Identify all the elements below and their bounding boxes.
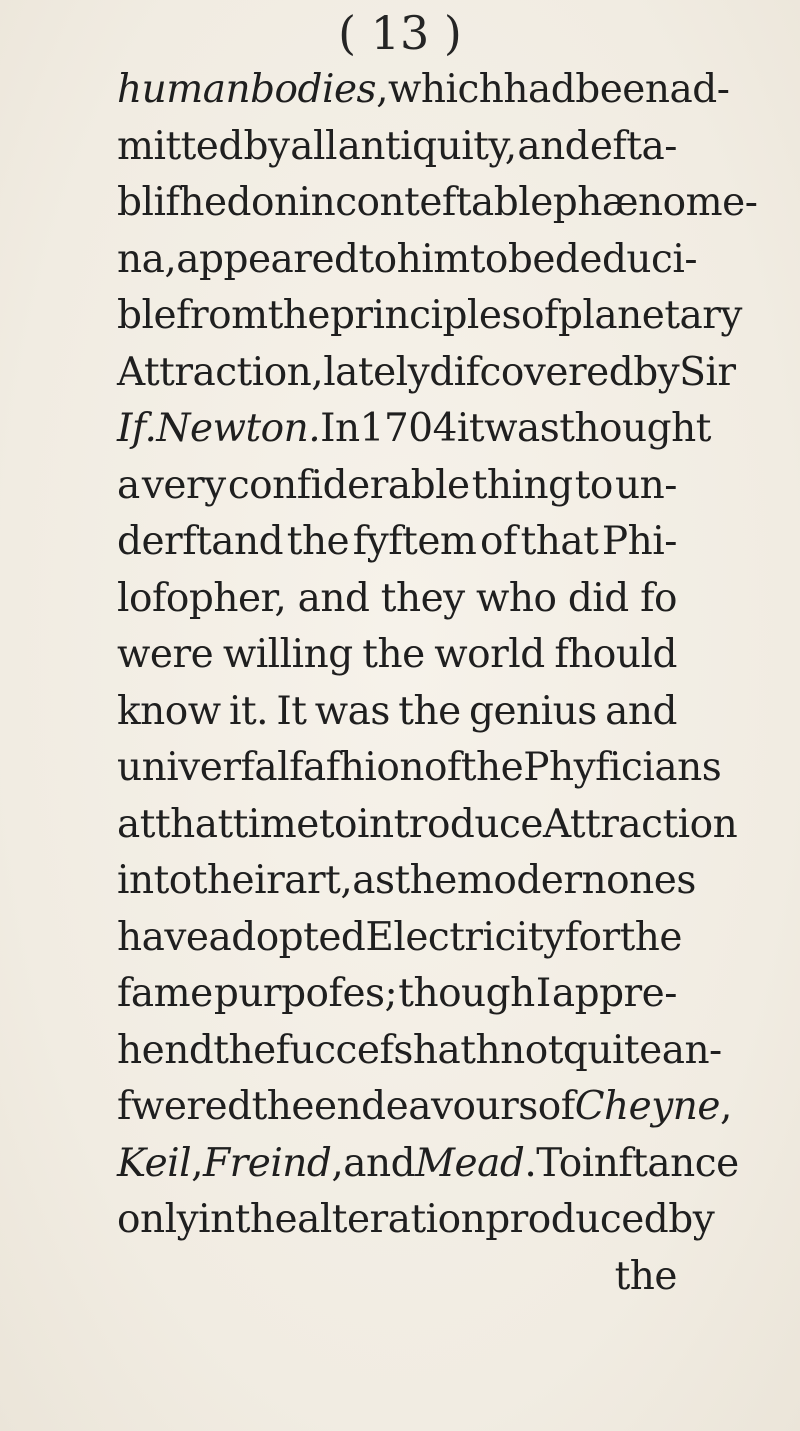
word [615,458,677,515]
roman-text: a [117,462,140,508]
roman-text: in [198,1197,235,1242]
word [469,684,597,741]
word [543,797,737,854]
word [521,288,558,345]
word [352,853,394,910]
text-line [117,1136,739,1193]
word [602,514,677,571]
roman-text: were [117,632,214,677]
text-line [117,514,677,571]
roman-text: thought [559,406,711,451]
word [117,288,176,345]
roman-text: him [396,236,470,282]
roman-text: endeavours [313,1084,538,1129]
roman-text: the [286,519,350,564]
text-line [117,288,742,345]
roman-text: thing [471,462,573,508]
roman-text: the [213,1027,276,1073]
word [662,1023,722,1080]
roman-text: lofopher, [117,575,287,621]
word [117,571,286,628]
word [338,119,517,176]
word [575,1079,732,1136]
word [424,740,461,797]
word [203,1136,343,1193]
roman-text: confiderable [227,462,470,508]
word [314,1079,538,1136]
italic-text: Newton. [156,406,321,451]
roman-text: of [537,1084,575,1129]
word [553,175,758,232]
roman-text: inftance [581,1140,739,1186]
italic-text: human [117,67,251,112]
word [365,910,564,967]
word [117,853,192,910]
word [176,288,268,345]
text-line [117,232,698,289]
word [536,966,551,1023]
word [117,401,156,458]
roman-text: by [633,349,680,395]
word [429,345,633,402]
roman-text: did [567,575,629,621]
word [233,797,319,854]
roman-text: inconteftable [298,180,553,225]
word [485,1192,668,1249]
text-line [117,119,677,176]
roman-text: the [251,1084,314,1129]
word [353,514,477,571]
roman-text: Attraction [542,801,738,847]
roman-text: fo [640,575,677,621]
roman-text: to [469,236,508,282]
roman-text: phænome- [552,180,758,225]
word [117,345,323,402]
word [582,1136,739,1193]
roman-text: and [605,688,677,734]
word [117,1079,252,1136]
word [208,910,365,967]
word [228,458,470,515]
roman-text: of [480,519,517,564]
text-line [117,853,696,910]
roman-text: to [358,236,397,282]
word [330,288,521,345]
roman-text: they [380,575,465,621]
word [538,1079,575,1136]
roman-text: , [191,1140,204,1186]
roman-text: who [476,575,557,621]
roman-text: purpofes; [213,971,398,1016]
word [357,797,543,854]
roman-text: into [117,858,192,903]
word [252,1079,314,1136]
word [117,119,243,176]
roman-text: that [154,801,233,847]
word [413,1023,500,1080]
roman-text: world [434,632,545,677]
word [503,62,575,119]
roman-text: have [117,914,209,960]
roman-text: Electricity [365,914,565,960]
italic-text: If. [117,406,157,451]
word [117,1136,203,1193]
roman-text: fafhion [289,745,424,790]
word [117,684,221,741]
word [117,1023,213,1080]
text-line [117,1023,722,1080]
roman-text: and [517,123,590,169]
word [397,232,470,289]
word [362,627,424,684]
word [117,62,250,119]
roman-text: univerfal [117,745,290,790]
roman-text: had [503,67,576,112]
roman-text: very [141,462,226,508]
word [251,175,299,232]
word [605,684,677,741]
word [590,119,677,176]
roman-text: all [290,123,337,169]
word [297,1192,485,1249]
roman-text: Phi- [601,519,677,564]
word [476,571,556,628]
italic-text: Cheyne [574,1084,720,1129]
roman-text: blifhed [117,180,252,225]
word [679,345,735,402]
roman-text: and [343,1140,416,1186]
roman-text: it [456,406,485,451]
text-line [117,62,730,119]
roman-text: na, [117,236,177,282]
roman-text: adopted [208,914,366,960]
word [244,119,290,176]
word [633,345,679,402]
text-line [117,740,722,797]
word [521,514,599,571]
word [575,62,669,119]
roman-text: time [232,801,319,847]
roman-text: fuccefs [275,1027,413,1073]
roman-text: which [387,67,504,112]
roman-text: appeared [176,236,359,282]
word [565,910,620,967]
word [213,1023,275,1080]
word [117,910,208,967]
word [457,853,606,910]
word [394,853,456,910]
roman-text: antiquity, [337,123,517,169]
roman-text: deduci- [554,236,698,282]
word [500,1023,563,1080]
word [214,966,397,1023]
word [398,684,460,741]
word [268,288,330,345]
italic-text: bodies [250,67,377,112]
word [320,401,360,458]
word [319,797,357,854]
italic-text: Keil [117,1140,192,1186]
roman-text: was [314,688,390,734]
roman-text: been [575,67,670,112]
word [298,571,370,628]
roman-text: know [117,688,221,734]
roman-text: derftand [117,519,284,564]
text-line [117,1249,677,1306]
word [668,1192,714,1249]
word [223,627,353,684]
word [606,853,696,910]
roman-text: on [251,180,299,225]
roman-text: fame [117,971,213,1016]
page-number: ( 13 ) [338,6,462,60]
roman-text: appre- [551,971,677,1016]
roman-text: introduce [357,801,543,847]
word [415,1136,536,1193]
text-line [117,627,677,684]
roman-text: Attraction, [117,349,324,395]
roman-text: the [460,745,524,790]
roman-text: the [267,293,330,338]
roman-text: I [535,971,551,1016]
roman-text: ble [117,293,177,338]
word [554,627,677,684]
word [388,62,503,119]
word [117,175,251,232]
roman-text: art, [284,858,353,903]
roman-text: quite [562,1027,662,1073]
word [563,1023,662,1080]
word [523,740,721,797]
word [250,62,388,119]
text-line [117,401,711,458]
roman-text: . [524,1140,537,1186]
roman-text: fhould [554,632,677,677]
roman-text: Sir [679,349,736,395]
word [299,175,553,232]
roman-text: willing [222,632,353,677]
roman-text: It [276,688,307,734]
text-line [117,684,677,741]
roman-text: fyftem [352,519,477,564]
roman-text: not [500,1027,563,1073]
roman-text: it. [228,688,269,734]
word [558,288,742,345]
word [315,684,390,741]
word [360,401,457,458]
roman-text: difcovered [429,349,634,395]
roman-text: the [362,632,425,677]
roman-text: lately [323,349,430,395]
roman-text: though [398,971,535,1016]
word [508,232,555,289]
word [472,458,573,515]
word [284,853,352,910]
roman-text: alteration [297,1197,486,1242]
word [117,232,176,289]
roman-text: be [507,236,555,282]
roman-text: 1704 [359,406,457,451]
word [176,232,358,289]
italic-text: Mead [415,1140,525,1186]
word [229,684,268,741]
roman-text: planetary [557,293,742,338]
text-line [117,175,758,232]
word [480,514,517,571]
word [575,458,613,515]
roman-text: the [398,688,461,734]
word [117,514,283,571]
roman-text: In [320,406,360,451]
word [117,1192,198,1249]
roman-text: , [719,1084,732,1129]
roman-text: of [423,745,461,790]
word [615,1249,677,1306]
roman-text: , [376,67,388,112]
word [343,1136,415,1193]
word [620,910,682,967]
roman-text: genius [469,688,597,734]
word [381,571,465,628]
word [290,119,337,176]
word [536,1136,581,1193]
roman-text: to [574,462,613,508]
word [235,1192,297,1249]
roman-text: at [117,801,155,847]
roman-text: only [117,1197,199,1242]
roman-text: fwered [117,1084,252,1129]
word [142,458,226,515]
word [117,966,213,1023]
word [457,401,484,458]
text-line [117,1079,732,1136]
word [434,627,544,684]
word [555,232,697,289]
word [198,1192,235,1249]
word [289,740,424,797]
roman-text: hend [117,1027,214,1073]
word [323,345,429,402]
roman-text: by [243,123,290,169]
roman-text: ones [606,858,696,903]
roman-text: the [614,1253,677,1299]
word [398,966,534,1023]
roman-text: was [484,406,560,451]
word [670,62,730,119]
word [461,740,523,797]
roman-text: produced [485,1197,669,1242]
word [559,401,711,458]
word [117,797,155,854]
word [156,401,320,458]
text-line [117,458,677,515]
roman-text: modern [456,858,607,903]
roman-text: ad- [669,67,730,112]
word [358,232,396,289]
roman-text: for [564,914,620,960]
word [552,966,677,1023]
roman-text: mitted [117,123,243,169]
roman-text: to [318,801,358,847]
roman-text: an- [661,1027,722,1073]
roman-text: the [234,1197,298,1242]
word [117,627,213,684]
word [470,232,508,289]
roman-text: from [176,293,268,338]
word [276,1023,413,1080]
word [192,853,285,910]
roman-text: hath [412,1027,501,1073]
roman-text: un- [615,462,677,508]
roman-text: that [520,519,599,564]
text-line [117,571,677,628]
roman-text: efta- [589,123,677,169]
text-line [117,1192,715,1249]
roman-text: To [536,1140,582,1186]
text-line [117,910,682,967]
roman-text: by [668,1197,715,1242]
roman-text: and [297,575,370,621]
body-text [117,62,758,1305]
text-line [117,966,677,1023]
roman-text: the [619,914,682,960]
word [484,401,559,458]
word [155,797,233,854]
roman-text: , [331,1140,344,1186]
roman-text: the [394,858,457,903]
word [117,458,140,515]
roman-text: of [521,293,558,338]
roman-text: Phyficians [523,745,722,790]
text-line [117,797,738,854]
word [117,740,289,797]
word [640,571,677,628]
roman-text: as [352,858,395,903]
roman-text: their [191,858,285,903]
text-line [117,345,736,402]
word [276,684,306,741]
roman-text: principles [329,293,522,338]
word [568,571,629,628]
word [517,119,589,176]
italic-text: Freind [203,1140,332,1186]
word [287,514,349,571]
